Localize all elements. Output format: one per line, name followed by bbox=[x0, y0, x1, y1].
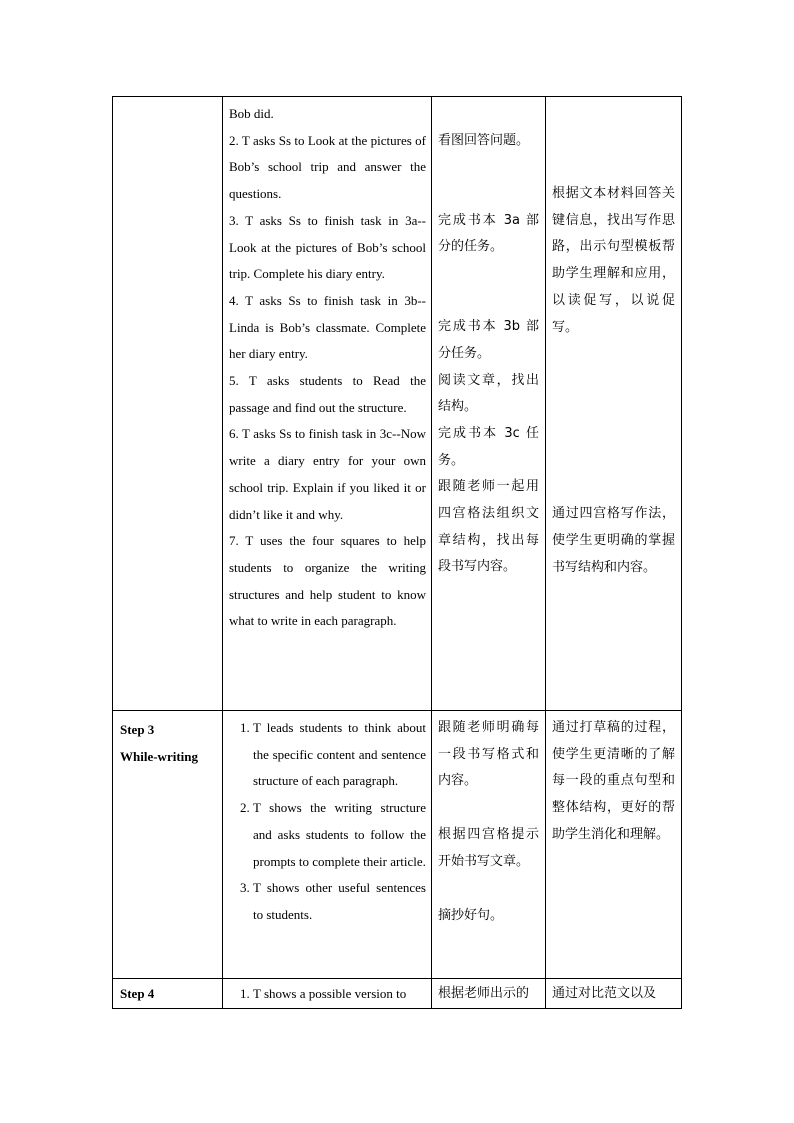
purpose-line: 通过打草稿的过程，使学生更清晰的了解每一段的重点句型和整体结构，更好的帮助学生消化和理解。 bbox=[552, 720, 675, 842]
teacher-activity-line: 7. T uses the four squares to help students to organize the writing structures and help student to know what to write in each paragraph. bbox=[229, 533, 426, 629]
teacher-activity-cell bbox=[223, 979, 432, 1009]
student-activity-line: 完成书本 3c 任务。 bbox=[438, 425, 539, 468]
student-activity-cell bbox=[432, 979, 546, 1009]
student-activity-line: 阅读文章，找出结构。 bbox=[438, 372, 539, 415]
student-activity-line: 完成书本 3a 部分的任务。 bbox=[438, 212, 539, 255]
step-number: Step 3 bbox=[120, 722, 155, 737]
purpose-cell bbox=[546, 979, 682, 1009]
table-row bbox=[113, 711, 682, 979]
table-row bbox=[113, 97, 682, 711]
step-name: While-writing bbox=[120, 748, 198, 764]
teacher-activity-line: Bob did. bbox=[229, 106, 274, 121]
teacher-activity-item: 1. T leads students to think about the specific content and sentence structure of each paragraph. bbox=[253, 715, 426, 795]
student-activity-line: 根据老师出示的 bbox=[438, 986, 530, 1001]
table-row bbox=[113, 979, 682, 1009]
teacher-activity-line: 2. T asks Ss to Look at the pictures of Bob’s school trip and answer the questions. bbox=[229, 132, 426, 202]
teacher-activity-line: 5. T asks students to Read the passage and find out the structure. bbox=[229, 373, 426, 415]
teacher-activity-cell bbox=[223, 97, 432, 711]
student-activity-line: 看图回答问题。 bbox=[438, 133, 530, 148]
teacher-activity-item: 2. T shows the writing structure and asks students to follow the prompts to complete their article. bbox=[253, 795, 426, 875]
student-activity-line: 摘抄好句。 bbox=[438, 907, 504, 923]
teacher-activity-line: 6. T asks Ss to finish task in 3c--Now write a diary entry for your own school trip. Explain if you liked it or didn’t like it and why. bbox=[229, 426, 426, 522]
purpose-cell bbox=[546, 711, 682, 979]
purpose-line: 根据文本材料回答关键信息，找出写作思路，出示句型模板帮助学生理解和应用，以读促写，以说促写。 bbox=[552, 186, 675, 335]
step-cell bbox=[113, 979, 223, 1009]
teacher-activity-item: 3. T shows other useful sentences to students. bbox=[253, 875, 426, 928]
teacher-activity-item: 1. T shows a possible version to bbox=[253, 981, 426, 1008]
step-cell bbox=[113, 97, 223, 711]
teacher-activity-line: 3. T asks Ss to finish task in 3a-- Look at the pictures of Bob’s school trip. Complete his diary entry. bbox=[229, 212, 426, 282]
purpose-line: 通过四宫格写作法，使学生更明确的掌握书写结构和内容。 bbox=[552, 506, 675, 575]
student-activity-line: 跟随老师明确每一段书写格式和内容。 bbox=[438, 720, 539, 789]
lesson-plan-table bbox=[112, 96, 682, 1009]
student-activity-cell bbox=[432, 97, 546, 711]
teacher-activity-cell bbox=[223, 711, 432, 979]
step-cell bbox=[113, 711, 223, 979]
student-activity-line: 根据四宫格提示开始书写文章。 bbox=[438, 827, 539, 869]
purpose-cell bbox=[546, 97, 682, 711]
purpose-line: 通过对比范文以及 bbox=[552, 986, 657, 1001]
student-activity-line: 完成书本 3b 部分任务。 bbox=[438, 319, 539, 361]
teacher-activity-line: 4. T asks Ss to finish task in 3b-- Linda is Bob’s classmate. Complete her diary entry. bbox=[229, 292, 426, 362]
student-activity-cell bbox=[432, 711, 546, 979]
student-activity-line: 跟随老师一起用四宫格法组织文章结构，找出每段书写内容。 bbox=[438, 479, 539, 575]
step-number: Step 4 bbox=[120, 986, 155, 1001]
